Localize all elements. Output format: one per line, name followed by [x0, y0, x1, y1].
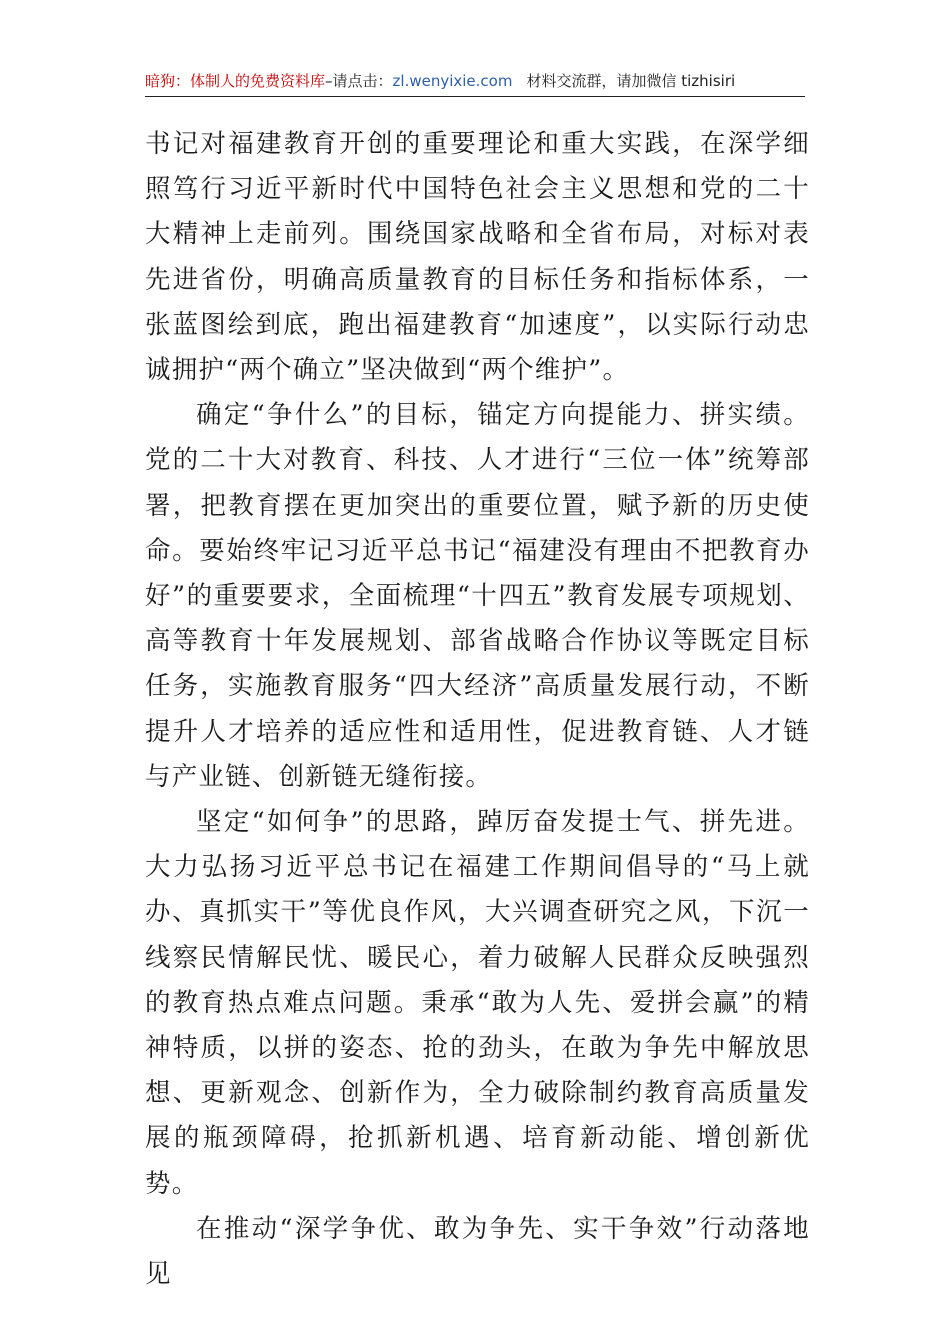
- paragraph: 坚定“如何争”的思路，踔厉奋发提士气、拼先进。大力弘扬习近平总书记在福建工作期间倡导的“马上就办、真抓实干”等优良作风，大兴调查研究之风，下沉一线察民情解民忧、暖民心，着力破解人民群众反映强烈的教育热点难点问题。秉承“敢为人先、爱拼会赢”的精神特质，以拼的姿态、抢的劲头，在敢为争先中解放思想、更新观念、创新作为，全力破除制约教育高质量发展的瓶颈障碍，抢抓新机遇、培育新动能、增创新优势。: [145, 807, 810, 1199]
- header-cta-text: –请点击：: [325, 72, 393, 90]
- paragraph: 确定“争什么”的目标，锚定方向提能力、拼实绩。党的二十大对教育、科技、人才进行“三位一体”统筹部署，把教育摆在更加突出的重要位置，赋予新的历史使命。要始终牢记习近平总书记“福建没有理由不把教育办好”的重要要求，全面梳理“十四五”教育发展专项规划、高等教育十年发展规划、部省战略合作协议等既定目标任务，实施教育服务“四大经济”高质量发展行动，不断提升人才培养的适应性和适用性，促进教育链、人才链与产业链、创新链无缝衔接。: [145, 400, 810, 792]
- header-group-text: 材料交流群，请加微信 tizhisiri: [526, 72, 736, 90]
- paragraph-continued: 书记对福建教育开创的重要理论和重大实践，在深学细照笃行习近平新时代中国特色社会主义思想和党的二十大精神上走前列。围绕国家战略和全省布局，对标对表先进省份，明确高质量教育的目标任务和指标体系，一张蓝图绘到底，跑出福建教育“加速度”，以实际行动忠诚拥护“两个确立”坚决做到“两个维护”。: [145, 129, 810, 386]
- header-link[interactable]: zl.wenyixie.com: [392, 72, 513, 90]
- page-header: [145, 66, 805, 97]
- paragraph: 在推动“深学争优、敢为争先、实干争效”行动落地见: [145, 1213, 810, 1290]
- document-body: [145, 122, 810, 1297]
- header-promo-text: 暗狗：体制人的免费资料库: [145, 72, 326, 90]
